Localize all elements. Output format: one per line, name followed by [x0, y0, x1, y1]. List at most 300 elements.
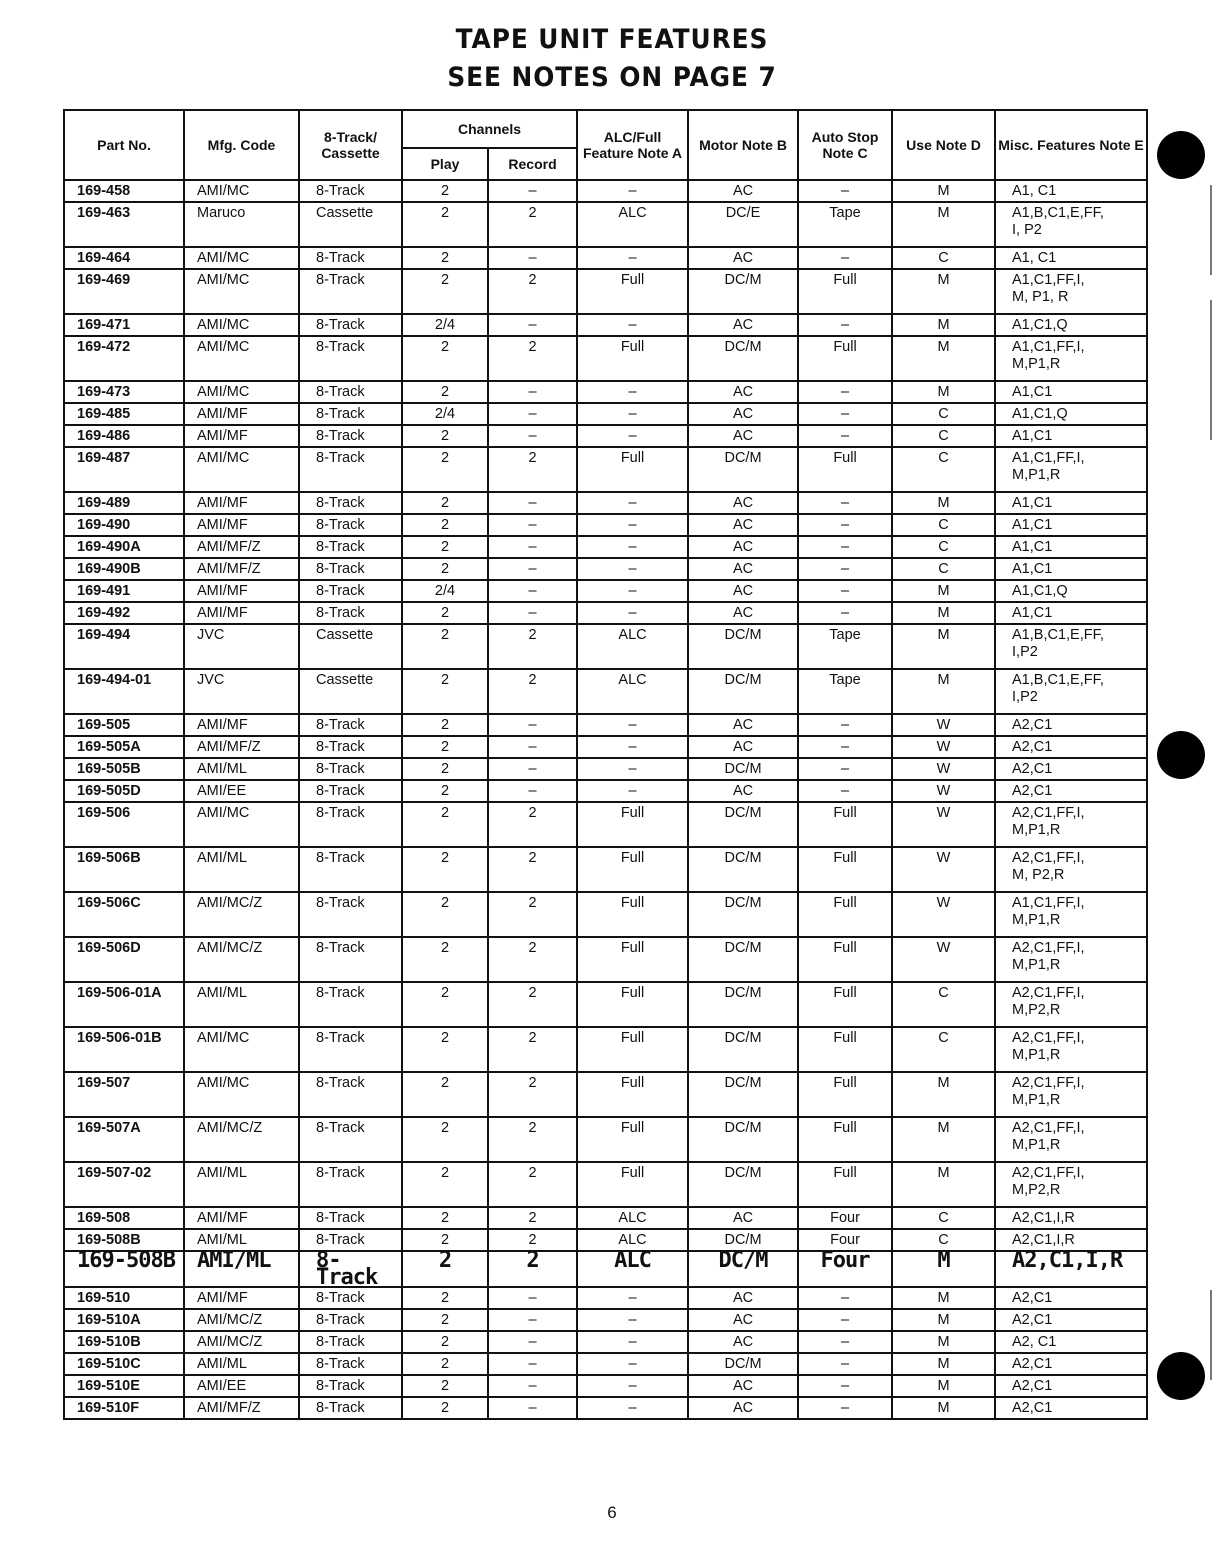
misc-features-cell — [995, 1375, 1147, 1397]
mfg-code-cell: AMI/MF — [184, 1287, 299, 1309]
play-channels-cell: 2 — [402, 381, 488, 403]
track-type-cell: 8-Track — [299, 1072, 402, 1117]
auto-stop-cell: Full — [798, 269, 892, 314]
use-cell: W — [892, 714, 995, 736]
track-type-cell: 8-Track — [299, 802, 402, 847]
use-cell: C — [892, 1027, 995, 1072]
use-cell: C — [892, 982, 995, 1027]
header-channels: Channels — [402, 110, 577, 148]
play-channels-cell: 2 — [402, 1375, 488, 1397]
misc-features-line: A2, C1 — [1012, 1334, 1057, 1350]
scan-edge-mark — [1210, 1290, 1212, 1380]
misc-features-line: A1,C1 — [1012, 384, 1053, 400]
misc-features-line: A2,C1 — [1012, 783, 1053, 799]
play-channels-cell: 2 — [402, 1072, 488, 1117]
alc-feature-cell: – — [577, 1375, 688, 1397]
table-row — [64, 1331, 1147, 1353]
record-channels-cell: 2 — [488, 1229, 577, 1251]
mfg-code-cell: AMI/MF — [184, 580, 299, 602]
mfg-code-cell: AMI/ML — [184, 982, 299, 1027]
misc-features-line: M,P1,R — [1012, 1047, 1061, 1063]
record-channels-cell: 2 — [488, 802, 577, 847]
play-channels-cell: 2 — [402, 892, 488, 937]
play-channels-cell: 2 — [402, 180, 488, 202]
misc-features-line: M,P1,R — [1012, 957, 1061, 973]
binder-hole — [1157, 131, 1205, 179]
mfg-code-cell: AMI/MF/Z — [184, 1397, 299, 1419]
misc-features-line: A1, C1 — [1012, 250, 1057, 266]
use-cell: M — [892, 1397, 995, 1419]
play-channels-cell: 2 — [402, 514, 488, 536]
misc-features-cell — [995, 1287, 1147, 1309]
record-channels-cell: – — [488, 180, 577, 202]
table-row — [64, 580, 1147, 602]
use-cell: C — [892, 1207, 995, 1229]
play-channels-cell: 2 — [402, 202, 488, 247]
misc-features-line: M,P1,R — [1012, 1092, 1061, 1108]
part-no-cell: 169-507A — [64, 1117, 184, 1162]
tape-unit-features-table — [63, 109, 1148, 1420]
misc-features-cell — [995, 802, 1147, 847]
part-no-cell: 169-505 — [64, 714, 184, 736]
mfg-code-cell: AMI/ML — [184, 758, 299, 780]
play-channels-cell: 2 — [402, 847, 488, 892]
misc-features-cell — [995, 269, 1147, 314]
track-type-cell: 8-Track — [299, 180, 402, 202]
table-row — [64, 602, 1147, 624]
record-channels-cell: 2 — [488, 1027, 577, 1072]
record-channels-cell: – — [488, 758, 577, 780]
part-no-cell: 169-489 — [64, 492, 184, 514]
auto-stop-cell: Full — [798, 336, 892, 381]
mfg-code-cell: AMI/MF — [184, 514, 299, 536]
record-channels-cell: 2 — [488, 937, 577, 982]
play-channels-cell: 2 — [402, 780, 488, 802]
mfg-code-cell: AMI/EE — [184, 780, 299, 802]
misc-features-cell — [995, 336, 1147, 381]
mfg-code-cell: AMI/MC — [184, 802, 299, 847]
motor-cell: AC — [688, 381, 798, 403]
record-channels-cell: 2 — [488, 202, 577, 247]
misc-features-cell — [995, 1248, 1147, 1287]
part-no-cell: 169-510C — [64, 1353, 184, 1375]
track-type-cell: 8-Track — [299, 1162, 402, 1207]
mfg-code-cell: AMI/MC/Z — [184, 1309, 299, 1331]
play-channels-cell: 2 — [402, 802, 488, 847]
misc-features-cell — [995, 1397, 1147, 1419]
alc-feature-cell: – — [577, 1397, 688, 1419]
header-use: Use Note D — [892, 110, 995, 180]
use-cell: C — [892, 403, 995, 425]
alc-feature-cell: – — [577, 403, 688, 425]
alc-feature-cell: – — [577, 758, 688, 780]
mfg-code-cell: AMI/MF — [184, 425, 299, 447]
track-type-cell: 8-Track — [299, 492, 402, 514]
part-no-cell: 169-506C — [64, 892, 184, 937]
alc-feature-cell: – — [577, 780, 688, 802]
table-row — [64, 1397, 1147, 1419]
auto-stop-cell: – — [798, 1397, 892, 1419]
record-channels-cell: 2 — [488, 624, 577, 669]
auto-stop-cell: – — [798, 381, 892, 403]
misc-features-line: A1,C1 — [1012, 517, 1053, 533]
mfg-code-cell: AMI/MC — [184, 1072, 299, 1117]
header-motor: Motor Note B — [688, 110, 798, 180]
part-no-cell: 169-464 — [64, 247, 184, 269]
motor-cell: AC — [688, 514, 798, 536]
use-cell: W — [892, 937, 995, 982]
table-row — [64, 758, 1147, 780]
misc-features-line: A2,C1 — [1012, 739, 1053, 755]
part-no-cell: 169-490A — [64, 536, 184, 558]
table-row — [64, 1207, 1147, 1229]
use-cell: M — [892, 180, 995, 202]
table-body — [64, 180, 1147, 1419]
track-type-cell: 8-Track — [299, 1353, 402, 1375]
misc-features-line: A1,C1 — [1012, 561, 1053, 577]
header-misc-features: Misc. Features Note E — [995, 110, 1147, 180]
table-row — [64, 180, 1147, 202]
play-channels-cell: 2/4 — [402, 580, 488, 602]
misc-features-line: M, P1, R — [1012, 289, 1069, 305]
misc-features-cell — [995, 492, 1147, 514]
misc-features-cell — [995, 514, 1147, 536]
motor-cell: DC/M — [688, 1027, 798, 1072]
table-row — [64, 624, 1147, 669]
misc-features-line: A1,C1,Q — [1012, 583, 1068, 599]
misc-features-cell — [995, 314, 1147, 336]
mfg-code-cell: AMI/MC/Z — [184, 937, 299, 982]
play-channels-cell: 2 — [402, 492, 488, 514]
mfg-code-cell: AMI/MC — [184, 1027, 299, 1072]
part-no-cell: 169-472 — [64, 336, 184, 381]
mfg-code-cell: AMI/MF/Z — [184, 558, 299, 580]
misc-features-cell — [995, 847, 1147, 892]
auto-stop-cell: – — [798, 314, 892, 336]
track-type-cell: 8-Track — [299, 314, 402, 336]
misc-features-cell — [995, 669, 1147, 714]
alc-feature-cell: ALC — [577, 1251, 688, 1287]
table-row — [64, 1309, 1147, 1331]
binder-hole — [1157, 1352, 1205, 1400]
mfg-code-cell: AMI/MC — [184, 247, 299, 269]
play-channels-cell: 2 — [402, 1251, 488, 1287]
use-cell: M — [892, 602, 995, 624]
misc-features-line: A1,C1,FF,I, — [1012, 339, 1085, 355]
record-channels-cell: – — [488, 1309, 577, 1331]
motor-cell: AC — [688, 714, 798, 736]
record-channels-cell: – — [488, 580, 577, 602]
use-cell: M — [892, 1375, 995, 1397]
motor-cell: DC/M — [688, 1072, 798, 1117]
auto-stop-cell: Full — [798, 447, 892, 492]
use-cell: W — [892, 892, 995, 937]
record-channels-cell: – — [488, 736, 577, 758]
misc-features-line: A2,C1,FF,I, — [1012, 985, 1085, 1001]
table-row — [64, 1072, 1147, 1117]
motor-cell: AC — [688, 247, 798, 269]
track-type-cell: 8-Track — [299, 580, 402, 602]
use-cell: W — [892, 758, 995, 780]
play-channels-cell: 2 — [402, 425, 488, 447]
use-cell: W — [892, 736, 995, 758]
part-no-cell: 169-508 — [64, 1207, 184, 1229]
misc-features-cell — [995, 202, 1147, 247]
motor-cell: DC/M — [688, 1251, 798, 1287]
misc-features-line: A1,B,C1,E,FF, — [1012, 627, 1104, 643]
auto-stop-cell: Four — [798, 1229, 892, 1251]
alc-feature-cell: Full — [577, 802, 688, 847]
misc-features-line: I,P2 — [1012, 689, 1038, 705]
table-row — [64, 247, 1147, 269]
misc-features-line: M, P2,R — [1012, 867, 1065, 883]
misc-features-line: A2,C1,FF,I, — [1012, 805, 1085, 821]
play-channels-cell: 2 — [402, 1207, 488, 1229]
table-row — [64, 558, 1147, 580]
play-channels-cell: 2 — [402, 1287, 488, 1309]
misc-features-line: A1,C1 — [1012, 428, 1053, 444]
use-cell: M — [892, 202, 995, 247]
motor-cell: AC — [688, 536, 798, 558]
table-row — [64, 536, 1147, 558]
use-cell: M — [892, 669, 995, 714]
part-no-cell: 169-508B — [64, 1251, 184, 1287]
alc-feature-cell: Full — [577, 1027, 688, 1072]
track-type-cell: Cassette — [299, 202, 402, 247]
mfg-code-cell: Maruco — [184, 202, 299, 247]
record-channels-cell: 2 — [488, 269, 577, 314]
part-no-cell: 169-505D — [64, 780, 184, 802]
motor-cell: DC/M — [688, 269, 798, 314]
misc-features-line: A2,C1,FF,I, — [1012, 940, 1085, 956]
header-track-type: 8-Track/ Cassette — [299, 110, 402, 180]
use-cell: C — [892, 558, 995, 580]
record-channels-cell: 2 — [488, 1251, 577, 1287]
table-row — [64, 802, 1147, 847]
misc-features-line: A1, C1 — [1012, 183, 1057, 199]
alc-feature-cell: Full — [577, 937, 688, 982]
part-no-cell: 169-505A — [64, 736, 184, 758]
part-no-cell: 169-510B — [64, 1331, 184, 1353]
motor-cell: DC/M — [688, 847, 798, 892]
misc-features-cell — [995, 937, 1147, 982]
auto-stop-cell: – — [798, 1331, 892, 1353]
misc-features-line: A2,C1,I,R — [1012, 1210, 1075, 1226]
motor-cell: AC — [688, 558, 798, 580]
use-cell: C — [892, 514, 995, 536]
motor-cell: AC — [688, 1331, 798, 1353]
alc-feature-cell: ALC — [577, 202, 688, 247]
misc-features-line: A1,C1,Q — [1012, 317, 1068, 333]
part-no-cell: 169-508B — [64, 1229, 184, 1251]
alc-feature-cell: – — [577, 492, 688, 514]
mfg-code-cell: AMI/MF — [184, 714, 299, 736]
track-type-cell: 8-Track — [299, 892, 402, 937]
mfg-code-cell: AMI/ML — [184, 847, 299, 892]
track-type-cell: 8-Track — [299, 1331, 402, 1353]
misc-features-line: A1,C1,FF,I, — [1012, 450, 1085, 466]
play-channels-cell: 2 — [402, 1027, 488, 1072]
record-channels-cell: – — [488, 1331, 577, 1353]
record-channels-cell: – — [488, 381, 577, 403]
part-no-cell: 169-510E — [64, 1375, 184, 1397]
auto-stop-cell: – — [798, 180, 892, 202]
mfg-code-cell: AMI/MC/Z — [184, 1331, 299, 1353]
play-channels-cell: 2 — [402, 558, 488, 580]
part-no-cell: 169-506B — [64, 847, 184, 892]
header-play: Play — [402, 148, 488, 180]
scan-edge-mark — [1210, 185, 1212, 275]
misc-features-line: A2,C1,I,R — [1012, 1232, 1075, 1248]
misc-features-cell — [995, 403, 1147, 425]
auto-stop-cell: – — [798, 736, 892, 758]
part-no-cell: 169-494-01 — [64, 669, 184, 714]
record-channels-cell: 2 — [488, 1162, 577, 1207]
auto-stop-cell: Full — [798, 982, 892, 1027]
part-no-cell: 169-473 — [64, 381, 184, 403]
mfg-code-cell: AMI/ML — [184, 1229, 299, 1251]
mfg-code-cell: AMI/MC — [184, 269, 299, 314]
part-no-cell: 169-506-01A — [64, 982, 184, 1027]
play-channels-cell: 2 — [402, 736, 488, 758]
header-alc: ALC/Full Feature Note A — [577, 110, 688, 180]
misc-features-cell — [995, 1162, 1147, 1207]
auto-stop-cell: – — [798, 425, 892, 447]
alc-feature-cell: Full — [577, 1072, 688, 1117]
misc-features-cell — [995, 558, 1147, 580]
play-channels-cell: 2 — [402, 536, 488, 558]
table-row — [64, 669, 1147, 714]
motor-cell: AC — [688, 1207, 798, 1229]
track-type-cell: 8-Track — [299, 1375, 402, 1397]
misc-features-cell — [995, 1353, 1147, 1375]
track-type-cell: 8-Track — [299, 1309, 402, 1331]
use-cell: M — [892, 336, 995, 381]
auto-stop-cell: Four — [798, 1207, 892, 1229]
motor-cell: DC/M — [688, 982, 798, 1027]
misc-features-line: M,P1,R — [1012, 467, 1061, 483]
alc-feature-cell: – — [577, 1331, 688, 1353]
auto-stop-cell: Full — [798, 1117, 892, 1162]
record-channels-cell: – — [488, 714, 577, 736]
play-channels-cell: 2 — [402, 602, 488, 624]
part-no-cell: 169-507-02 — [64, 1162, 184, 1207]
mfg-code-cell: AMI/MC — [184, 381, 299, 403]
mfg-code-cell: AMI/ML — [184, 1162, 299, 1207]
misc-features-line: A2,C1 — [1012, 1356, 1053, 1372]
misc-features-line: A1,B,C1,E,FF, — [1012, 672, 1104, 688]
alc-feature-cell: Full — [577, 336, 688, 381]
misc-features-line: I,P2 — [1012, 644, 1038, 660]
table-row — [64, 336, 1147, 381]
mfg-code-cell: AMI/MC — [184, 447, 299, 492]
record-channels-cell: – — [488, 1353, 577, 1375]
misc-features-cell — [995, 247, 1147, 269]
page-subtitle: SEE NOTES ON PAGE 7 — [447, 62, 777, 93]
table-row — [64, 780, 1147, 802]
motor-cell: AC — [688, 314, 798, 336]
auto-stop-cell: – — [798, 1375, 892, 1397]
track-type-cell: 8-Track — [299, 982, 402, 1027]
motor-cell: AC — [688, 736, 798, 758]
track-type-cell: 8-Track — [299, 381, 402, 403]
mfg-code-cell: AMI/EE — [184, 1375, 299, 1397]
record-channels-cell: 2 — [488, 1117, 577, 1162]
part-no-cell: 169-469 — [64, 269, 184, 314]
misc-features-line: M,P1,R — [1012, 1137, 1061, 1153]
record-channels-cell: 2 — [488, 847, 577, 892]
track-type-cell: 8-Track — [299, 558, 402, 580]
motor-cell: DC/M — [688, 447, 798, 492]
track-type-cell: 8-Track — [299, 602, 402, 624]
misc-features-line: M,P2,R — [1012, 1182, 1061, 1198]
mfg-code-cell: JVC — [184, 669, 299, 714]
mfg-code-cell: AMI/MF — [184, 492, 299, 514]
alc-feature-cell: Full — [577, 1117, 688, 1162]
motor-cell: AC — [688, 780, 798, 802]
misc-features-cell — [995, 736, 1147, 758]
table-row — [64, 314, 1147, 336]
alc-feature-cell: – — [577, 736, 688, 758]
table-row — [64, 202, 1147, 247]
motor-cell: AC — [688, 180, 798, 202]
auto-stop-cell: – — [798, 1287, 892, 1309]
header-record: Record — [488, 148, 577, 180]
misc-features-cell — [995, 602, 1147, 624]
alc-feature-cell: ALC — [577, 669, 688, 714]
auto-stop-cell: Full — [798, 847, 892, 892]
misc-features-cell — [995, 447, 1147, 492]
misc-features-line: A2,C1 — [1012, 761, 1053, 777]
record-channels-cell: – — [488, 558, 577, 580]
motor-cell: DC/M — [688, 892, 798, 937]
motor-cell: AC — [688, 1287, 798, 1309]
use-cell: M — [892, 492, 995, 514]
part-no-cell: 169-506-01B — [64, 1027, 184, 1072]
play-channels-cell: 2 — [402, 624, 488, 669]
part-no-cell: 169-490B — [64, 558, 184, 580]
alc-feature-cell: – — [577, 314, 688, 336]
misc-features-cell — [995, 624, 1147, 669]
table-row — [64, 714, 1147, 736]
record-channels-cell: – — [488, 1397, 577, 1419]
misc-features-line: A2,C1,FF,I, — [1012, 1075, 1085, 1091]
auto-stop-cell: Tape — [798, 624, 892, 669]
table-row — [64, 1027, 1147, 1072]
part-no-cell: 169-487 — [64, 447, 184, 492]
play-channels-cell: 2 — [402, 1229, 488, 1251]
use-cell: M — [892, 1331, 995, 1353]
part-no-cell: 169-510 — [64, 1287, 184, 1309]
auto-stop-cell: Full — [798, 892, 892, 937]
auto-stop-cell: – — [798, 1309, 892, 1331]
table-row — [64, 1375, 1147, 1397]
mfg-code-cell: AMI/MC/Z — [184, 1117, 299, 1162]
part-no-cell: 169-510F — [64, 1397, 184, 1419]
use-cell: C — [892, 1229, 995, 1251]
table-row — [64, 1117, 1147, 1162]
track-type-cell: 8-Track — [299, 447, 402, 492]
mfg-code-cell: AMI/MF/Z — [184, 536, 299, 558]
auto-stop-cell: – — [798, 514, 892, 536]
header-part-no: Part No. — [64, 110, 184, 180]
track-type-cell: 8-Track — [299, 1287, 402, 1309]
header-mfg-code: Mfg. Code — [184, 110, 299, 180]
motor-cell: DC/E — [688, 202, 798, 247]
play-channels-cell: 2 — [402, 669, 488, 714]
auto-stop-cell: – — [798, 558, 892, 580]
alc-feature-cell: – — [577, 1287, 688, 1309]
